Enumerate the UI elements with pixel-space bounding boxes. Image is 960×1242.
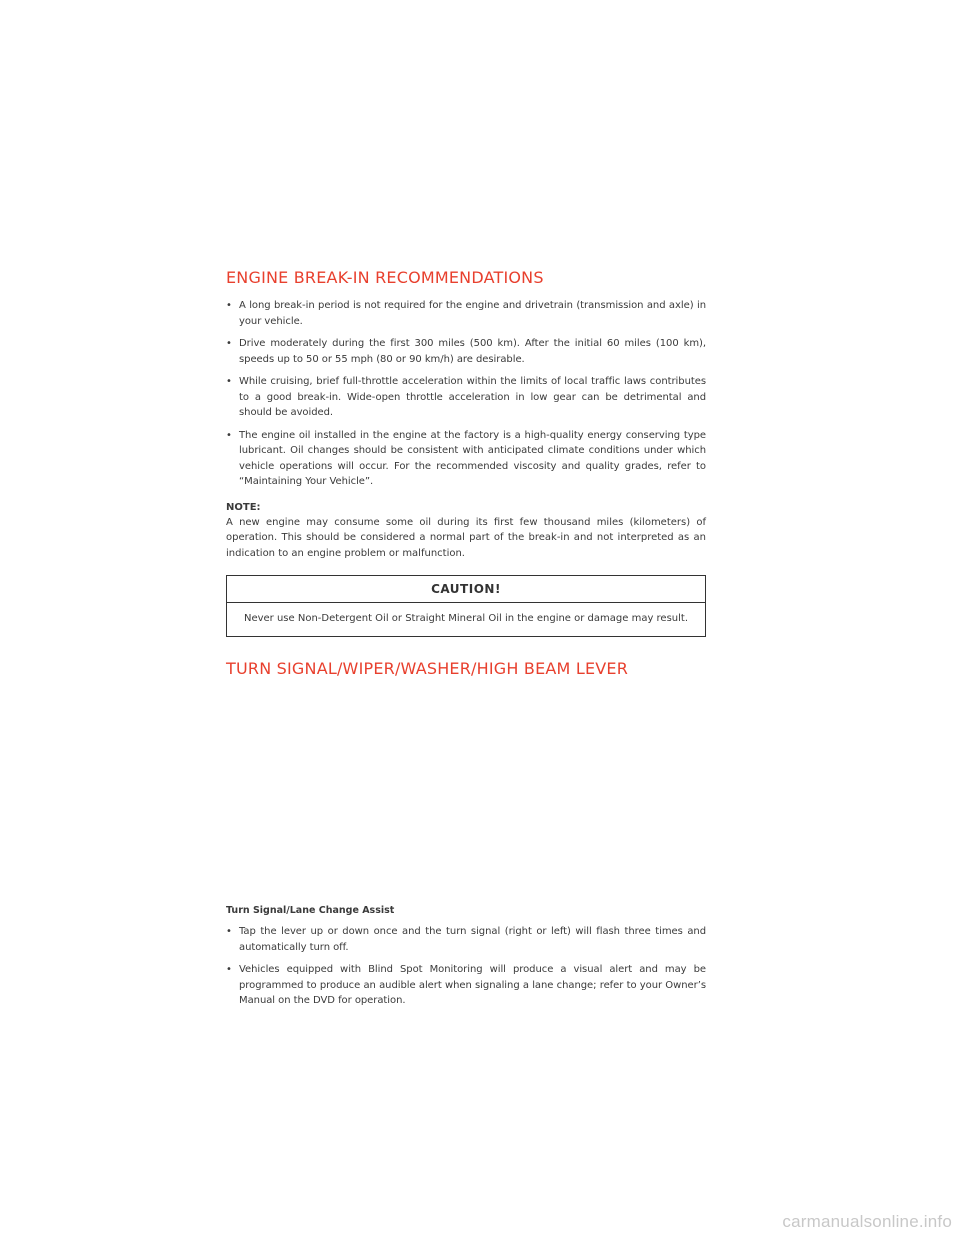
break-in-bullet-list bbox=[226, 298, 706, 490]
caution-box bbox=[226, 575, 706, 637]
page-content bbox=[226, 268, 706, 1016]
list-item: • The engine oil installed in the engine at the factory is a high-quality energy conserving type lubricant. Oil changes should be consistent with anticipated climate conditions under which vehicle operations will occur. For the recommended viscosity and quality grades, refer to “Maintaining Your Vehicle”. bbox=[226, 428, 706, 490]
list-item: • Vehicles equipped with Blind Spot Monitoring will produce a visual alert and may be programmed to produce an audible alert when signaling a lane change; refer to your Owner’s Manual on the DVD for operation. bbox=[226, 962, 706, 1009]
section-title-turn-signal-lever: TURN SIGNAL/WIPER/WASHER/HIGH BEAM LEVER bbox=[226, 659, 629, 678]
caution-title: CAUTION! bbox=[227, 576, 705, 603]
caution-text: Never use Non-Detergent Oil or Straight Mineral Oil in the engine or damage may result. bbox=[243, 613, 689, 624]
section-title-engine-break-in: ENGINE BREAK-IN RECOMMENDATIONS bbox=[226, 268, 544, 287]
list-item: • Tap the lever up or down once and the turn signal (right or left) will flash three times and automatically turn off. bbox=[226, 924, 706, 955]
note-label: NOTE: bbox=[226, 501, 261, 513]
list-item: • While cruising, brief full-throttle acceleration within the limits of local traffic laws contributes to a good break-in. Wide-open throttle acceleration in low gear can be detrimental and should be avoided. bbox=[226, 374, 706, 421]
subhead-turn-signal-lane-change: Turn Signal/Lane Change Assist bbox=[226, 905, 395, 916]
list-item: • A long break-in period is not required for the engine and drivetrain (transmission and axle) in your vehicle. bbox=[226, 298, 706, 329]
note-text: A new engine may consume some oil during its first few thousand miles (kilometers) of operation. This should be considered a normal part of the break-in and not interpreted as an indication to an engine problem or malfunction. bbox=[226, 516, 706, 559]
list-item: • Drive moderately during the first 300 miles (500 km). After the initial 60 miles (100 km), speeds up to 50 or 55 mph (80 or 90 km/h) are desirable. bbox=[226, 336, 706, 367]
watermark: carmanualsonline.info bbox=[782, 1212, 952, 1231]
turn-signal-bullet-list bbox=[226, 924, 706, 1009]
figure-placeholder bbox=[226, 689, 706, 903]
